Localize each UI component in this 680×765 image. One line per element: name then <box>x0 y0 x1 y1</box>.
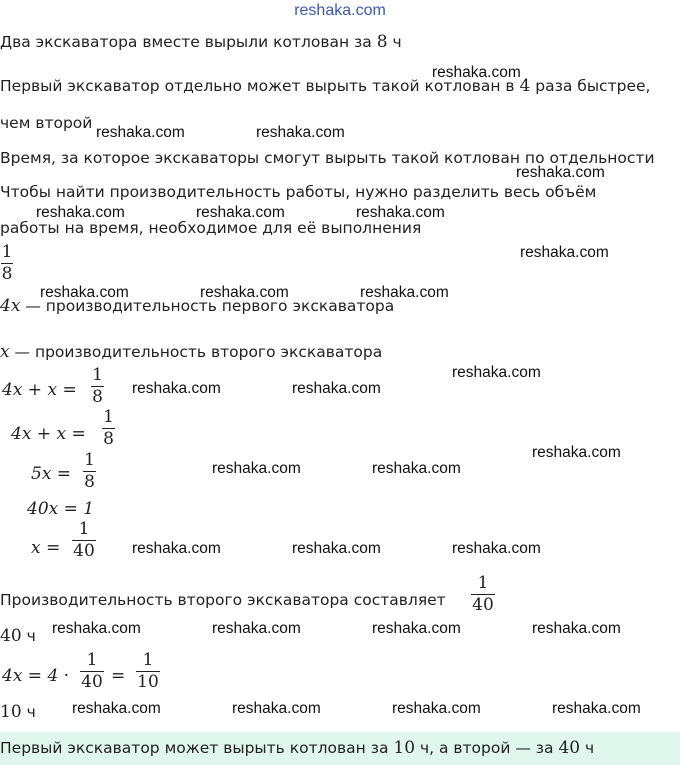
equation-5-lhs: x = <box>31 538 61 558</box>
watermark: reshaka.com <box>360 284 449 301</box>
equation-1-lhs: 4x + x = <box>2 380 77 400</box>
watermark: reshaka.com <box>432 64 521 81</box>
numerator: 1 <box>84 450 95 470</box>
second-productivity-result: Производительность второго экскаватора составляет <box>0 591 446 609</box>
problem-text: раза быстрее, <box>530 77 651 95</box>
watermark: reshaka.com <box>452 364 541 381</box>
equation-2-lhs: 4x + x = <box>11 424 86 444</box>
denominator: 40 <box>472 595 494 615</box>
watermark: reshaka.com <box>552 700 641 717</box>
hours-value: 40 <box>0 626 22 646</box>
problem-line-2 <box>0 76 650 96</box>
watermark: reshaka.com <box>372 460 461 477</box>
numerator: 1 <box>142 650 154 670</box>
watermark: reshaka.com <box>452 540 541 557</box>
problem-text: Первый экскаватор отдельно может вырыть такой котлован в <box>0 77 520 95</box>
numerator: 1 <box>92 365 103 385</box>
description: — производительность второго экскаватора <box>9 343 383 361</box>
watermark: reshaka.com <box>532 620 621 637</box>
numerator: 1 <box>477 573 489 593</box>
answer-text: ч, а второй — за <box>415 739 559 757</box>
denominator: 8 <box>103 429 114 449</box>
equation-1-fraction <box>91 366 104 407</box>
description: — производительность первого экскаватора <box>20 297 395 315</box>
question-line: Время, за которое экскаваторы смогут вырыть такой котлован по отдельности <box>0 149 655 167</box>
watermark: reshaka.com <box>200 284 289 301</box>
numerator: 1 <box>78 519 90 539</box>
watermark: reshaka.com <box>196 204 285 221</box>
denominator: 8 <box>92 387 103 407</box>
explanation-line-1: Чтобы найти производительность работы, нужно разделить весь объём <box>0 183 597 201</box>
watermark: reshaka.com <box>212 460 301 477</box>
numerator: 1 <box>86 650 98 670</box>
watermark: reshaka.com <box>516 164 605 181</box>
problem-line-3: чем второй <box>0 114 93 132</box>
denominator: 40 <box>81 672 103 692</box>
watermark: reshaka.com <box>256 124 345 141</box>
equation-5-fraction <box>72 520 96 561</box>
variable: x <box>0 342 10 362</box>
watermark: reshaka.com <box>132 380 221 397</box>
watermark: reshaka.com <box>96 124 185 141</box>
equals-sign: = <box>111 666 126 686</box>
watermark: reshaka.com <box>36 204 125 221</box>
denominator: 10 <box>137 672 159 692</box>
answer-second-hours: 40 <box>558 738 581 758</box>
fraction-one-eighth <box>1 243 13 284</box>
watermark: reshaka.com <box>532 444 621 461</box>
watermark: reshaka.com <box>520 244 609 261</box>
numerator: 1 <box>1 242 13 262</box>
equation-4: 40x = 1 <box>27 499 95 519</box>
problem-line-1 <box>0 32 402 52</box>
watermark: reshaka.com <box>356 204 445 221</box>
watermark: reshaka.com <box>372 620 461 637</box>
watermark: reshaka.com <box>52 620 141 637</box>
denominator: 8 <box>84 472 95 492</box>
equation-6-fraction-2 <box>136 651 160 692</box>
answer-first-hours: 10 <box>393 738 416 758</box>
equation-2-fraction <box>102 408 115 449</box>
equation-6-fraction-1 <box>80 651 104 692</box>
ratio-value: 4 <box>519 76 531 96</box>
numerator: 1 <box>103 407 114 427</box>
hours-value: 8 <box>376 32 388 52</box>
second-time-line <box>0 626 36 646</box>
denominator: 40 <box>73 541 95 561</box>
watermark: reshaka.com <box>232 700 321 717</box>
watermark: reshaka.com <box>292 380 381 397</box>
watermark: reshaka.com <box>292 540 381 557</box>
denominator: 8 <box>1 264 13 284</box>
second-productivity-line <box>0 342 382 362</box>
problem-text: Два экскаватора вместе вырыли котлован за <box>0 33 377 51</box>
explanation-line-2: работы на время, необходимое для её выполнения <box>0 219 422 237</box>
answer-line <box>0 738 594 758</box>
unit: ч <box>21 627 36 645</box>
watermark: reshaka.com <box>72 700 161 717</box>
unit: ч <box>21 703 36 721</box>
equation-6-lhs: 4x = 4 · <box>2 666 70 686</box>
variable: 4x <box>0 296 21 316</box>
first-time-line <box>0 702 36 722</box>
site-header-link[interactable]: reshaka.com <box>294 2 386 19</box>
equation-3-fraction <box>83 451 96 492</box>
hours-value: 10 <box>0 702 22 722</box>
watermark: reshaka.com <box>132 540 221 557</box>
result-fraction <box>471 574 495 615</box>
watermark: reshaka.com <box>392 700 481 717</box>
answer-text: Первый экскаватор может вырыть котлован за <box>0 739 394 757</box>
answer-text: ч <box>580 739 595 757</box>
equation-3-lhs: 5x = <box>31 464 72 484</box>
watermark: reshaka.com <box>212 620 301 637</box>
unit: ч <box>387 33 402 51</box>
watermark: reshaka.com <box>40 284 129 301</box>
